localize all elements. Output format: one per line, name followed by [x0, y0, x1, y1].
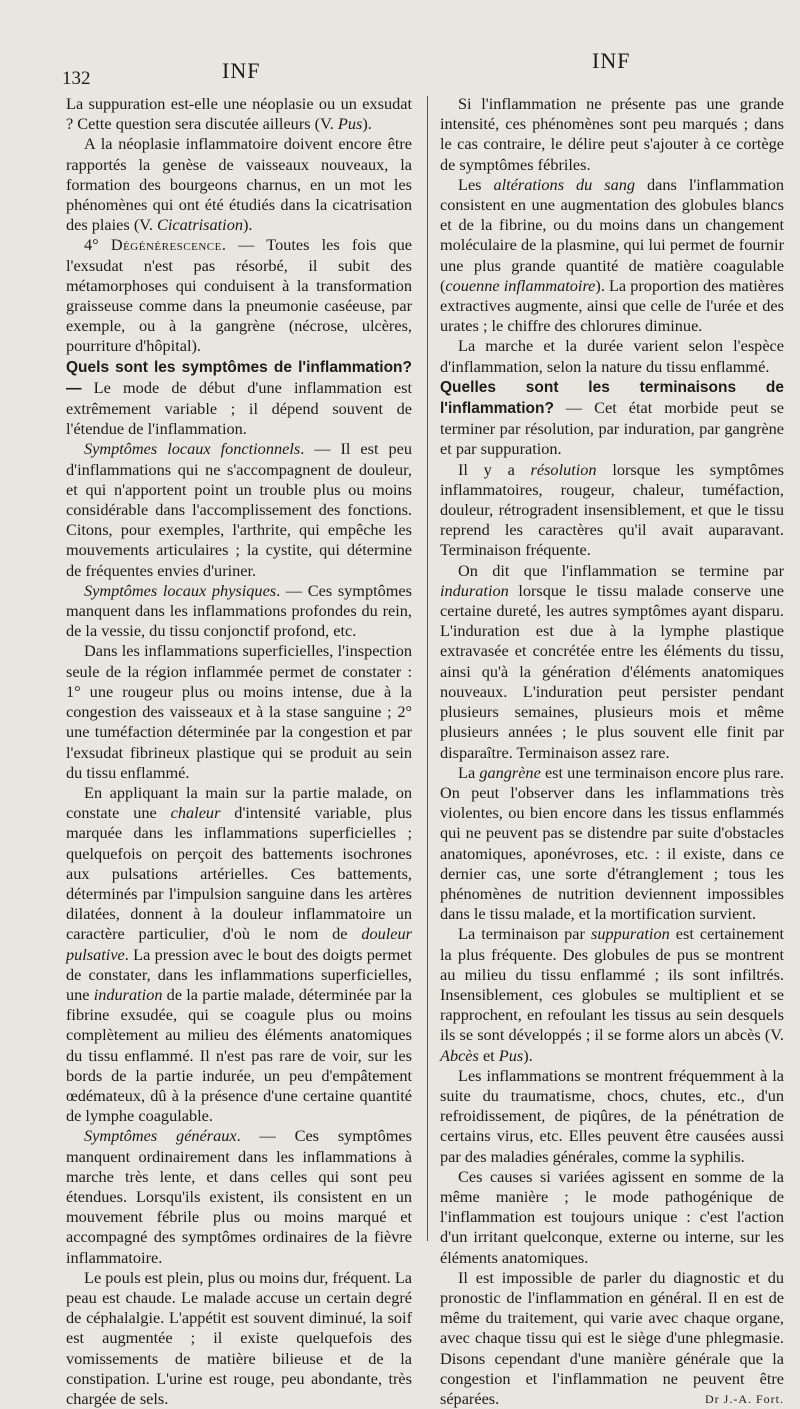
paragraph: Les inflammations se montrent fréquemment à la suite du traumatisme, chocs, chutes, etc., d'un refroidissement, de piqûres, de la pénétration de certains virus, etc. Elles peuvent être causées aussi par des maladies générales, comme la syphilis.: [440, 1065, 784, 1166]
left-column: [66, 94, 412, 1409]
paragraph: Ces causes si variées agissent en somme de la même manière ; le mode pathogénique de l'inflammation est toujours unique : c'est l'action d'un irritant quelconque, externe ou interne, sur les éléments anatomiques.: [440, 1166, 784, 1267]
paragraph: Les altérations du sang dans l'inflammation consistent en une augmentation des globules blancs et de la fibrine, ou du moins dans un changement moléculaire de la plasmine, qui lui permet de fournir une plus grande quantité de matière coagulable (couenne inflammatoire). La proportion des matières extractives augmente, ainsi que celle de l'urée et des urates ; le chiffre des chlorures diminue.: [440, 174, 784, 336]
author-signature: Dr J.-A. Fort.: [705, 1392, 784, 1407]
paragraph: Il est impossible de parler du diagnostic et du pronostic de l'inflammation en général. Il en est de même du traitement, qui varie avec chaque organe, avec chaque tissu qui est le siège d'une phlegmasie. Disons cependant d'une manière générale que la congestion et l'inflammation ne peuvent être séparées.: [440, 1267, 784, 1408]
paragraph: La suppuration est-elle une néoplasie ou un exsudat ? Cette question sera discutée ailleurs (V. Pus).: [66, 94, 412, 134]
paragraph: 4° Dégénérescence. — Toutes les fois que l'exsudat n'est pas résorbé, il subit des métamorphoses qui conduisent à la transformation graisseuse comme dans la pneumonie caséeuse, par exemple, ou à la gangrène (nécrose, ulcères, pourriture d'hôpital).: [66, 235, 412, 356]
paragraph: En appliquant la main sur la partie malade, on constate une chaleur d'intensité variable, plus marquée dans les inflammations superficielles ; quelquefois on perçoit des battements isochrones aux pulsations artérielles. Ces battements, déterminés par l'impulsion sanguine dans les artères dilatées, donnent à la douleur inflammatoire un caractère particulier, d'où le nom de douleur pulsative. La pression avec le bout des doigts permet de constater, dans les inflammations superficielles, une induration de la partie malade, déterminée par la fibrine exsudée, qui se coagule plus ou moins complètement au milieu des éléments anatomiques du tissu enflammé. Il n'est pas rare de voir, sur les bords de la partie indurée, un peu d'empâtement œdémateux, dû à la présence d'une certaine quantité de lymphe coagulable.: [66, 782, 413, 1126]
right-column: [440, 94, 784, 1409]
question-heading: Quels sont les symptômes de l'inflammation? — Le mode de début d'une inflammation est extrêmement variable ; il dépend souvent de l'étendue de l'inflammation.: [66, 358, 412, 439]
page-number: 132: [62, 68, 91, 89]
paragraph: Symptômes locaux physiques. — Ces symptômes manquent dans les inflammations profondes du rein, de la vessie, du tissu conjonctif profond, etc.: [66, 580, 412, 641]
running-head-right: INF: [592, 48, 631, 73]
column-rule: [427, 96, 428, 1241]
paragraph: La terminaison par suppuration est certainement la plus fréquente. Des globules de pus se montrent au milieu du tissu enflammé ; ils sont infiltrés. Insensiblement, ces globules se multiplient et se rapprochent, en refoulant les tissus au sein desquels ils se sont développés ; il se forme alors un abcès (V. Abcès et Pus).: [440, 924, 785, 1065]
paragraph: Dans les inflammations superficielles, l'inspection seule de la région inflammée permet de constater : 1° une rougeur plus ou moins intense, due à la congestion des vaisseaux et à la stase sanguine ; 2° une tuméfaction déterminée par la congestion et par l'exsudat fibrineux plastique qui se produit au sein du tissu enflammé.: [66, 641, 412, 782]
paragraph: Le pouls est plein, plus ou moins dur, fréquent. La peau est chaude. Le malade accuse un certain degré de céphalalgie. L'appétit est souvent diminué, la soif est augmentée ; il existe quelquefois des vomissements de matière bilieuse et de la constipation. L'urine est rouge, peu abondante, très chargée de sels.: [66, 1267, 412, 1408]
running-head-left: INF: [222, 58, 261, 83]
paragraph: On dit que l'inflammation se termine par induration lorsque le tissu malade conserve une certaine dureté, les autres symptômes ayant disparu. L'induration est due à la lymphe plastique extravasée et concrétée entre les éléments du tissu, ainsi qu'à la génération d'éléments anatomiques nouveaux. L'induration peut persister pendant plusieurs semaines, plusieurs mois et même plusieurs années ; le plus souvent elle finit par disparaître. Terminaison assez rare.: [440, 560, 784, 762]
paragraph: A la néoplasie inflammatoire doivent encore être rapportés la genèse de vaisseaux nouveaux, la formation des bourgeons charnus, en un mot les phénomènes qui ont été étudiés dans la cicatrisation des plaies (V. Cicatrisation).: [66, 134, 412, 235]
paragraph: Symptômes locaux fonctionnels. — Il est peu d'inflammations qui ne s'accompagnent de douleur, et qui n'apportent point un trouble plus ou moins considérable dans l'accomplissement des fonctions. Citons, pour exemples, l'arthrite, qui empêche les mouvements articulaires ; la cystite, qui détermine de fréquentes envies d'uriner.: [66, 439, 413, 580]
paragraph: La marche et la durée varient selon l'espèce d'inflammation, selon la nature du tissu enflammé.: [440, 336, 784, 376]
paragraph: Il y a résolution lorsque les symptômes inflammatoires, rougeur, chaleur, tuméfaction, douleur, rétrogradent insensiblement, et que le tissu reprend les caractères qu'il avait auparavant. Terminaison fréquente.: [440, 459, 784, 560]
paragraph: Symptômes généraux. — Ces symptômes manquent ordinairement dans les inflammations à marche très lente, et dans celles qui sont peu étendues. Lorsqu'ils existent, ils consistent en un mouvement fébrile plus ou moins marqué et accompagné des symptômes ordinaires de la fièvre inflammatoire.: [66, 1126, 412, 1267]
paragraph: La gangrène est une terminaison encore plus rare. On peut l'observer dans les inflammations très violentes, ou bien encore dans les tissus enflammés qui ne peuvent pas se distendre par suite d'obstacles anatomiques, aponévroses, etc. : il existe, dans ce dernier cas, une sorte d'étranglement ; tous les phénomènes de nutrition deviennent impossibles dans le tissu malade, et la mortification survient.: [440, 762, 784, 924]
question-heading: Quelles sont les terminaisons de l'inflammation? — Cet état morbide peut se terminer par résolution, par induration, par gangrène et par suppuration.: [440, 378, 784, 459]
paragraph: Si l'inflammation ne présente pas une grande intensité, ces phénomènes sont peu marqués ; dans le cas contraire, le délire peut s'ajouter à ce cortège de symptômes fébriles.: [440, 94, 784, 174]
